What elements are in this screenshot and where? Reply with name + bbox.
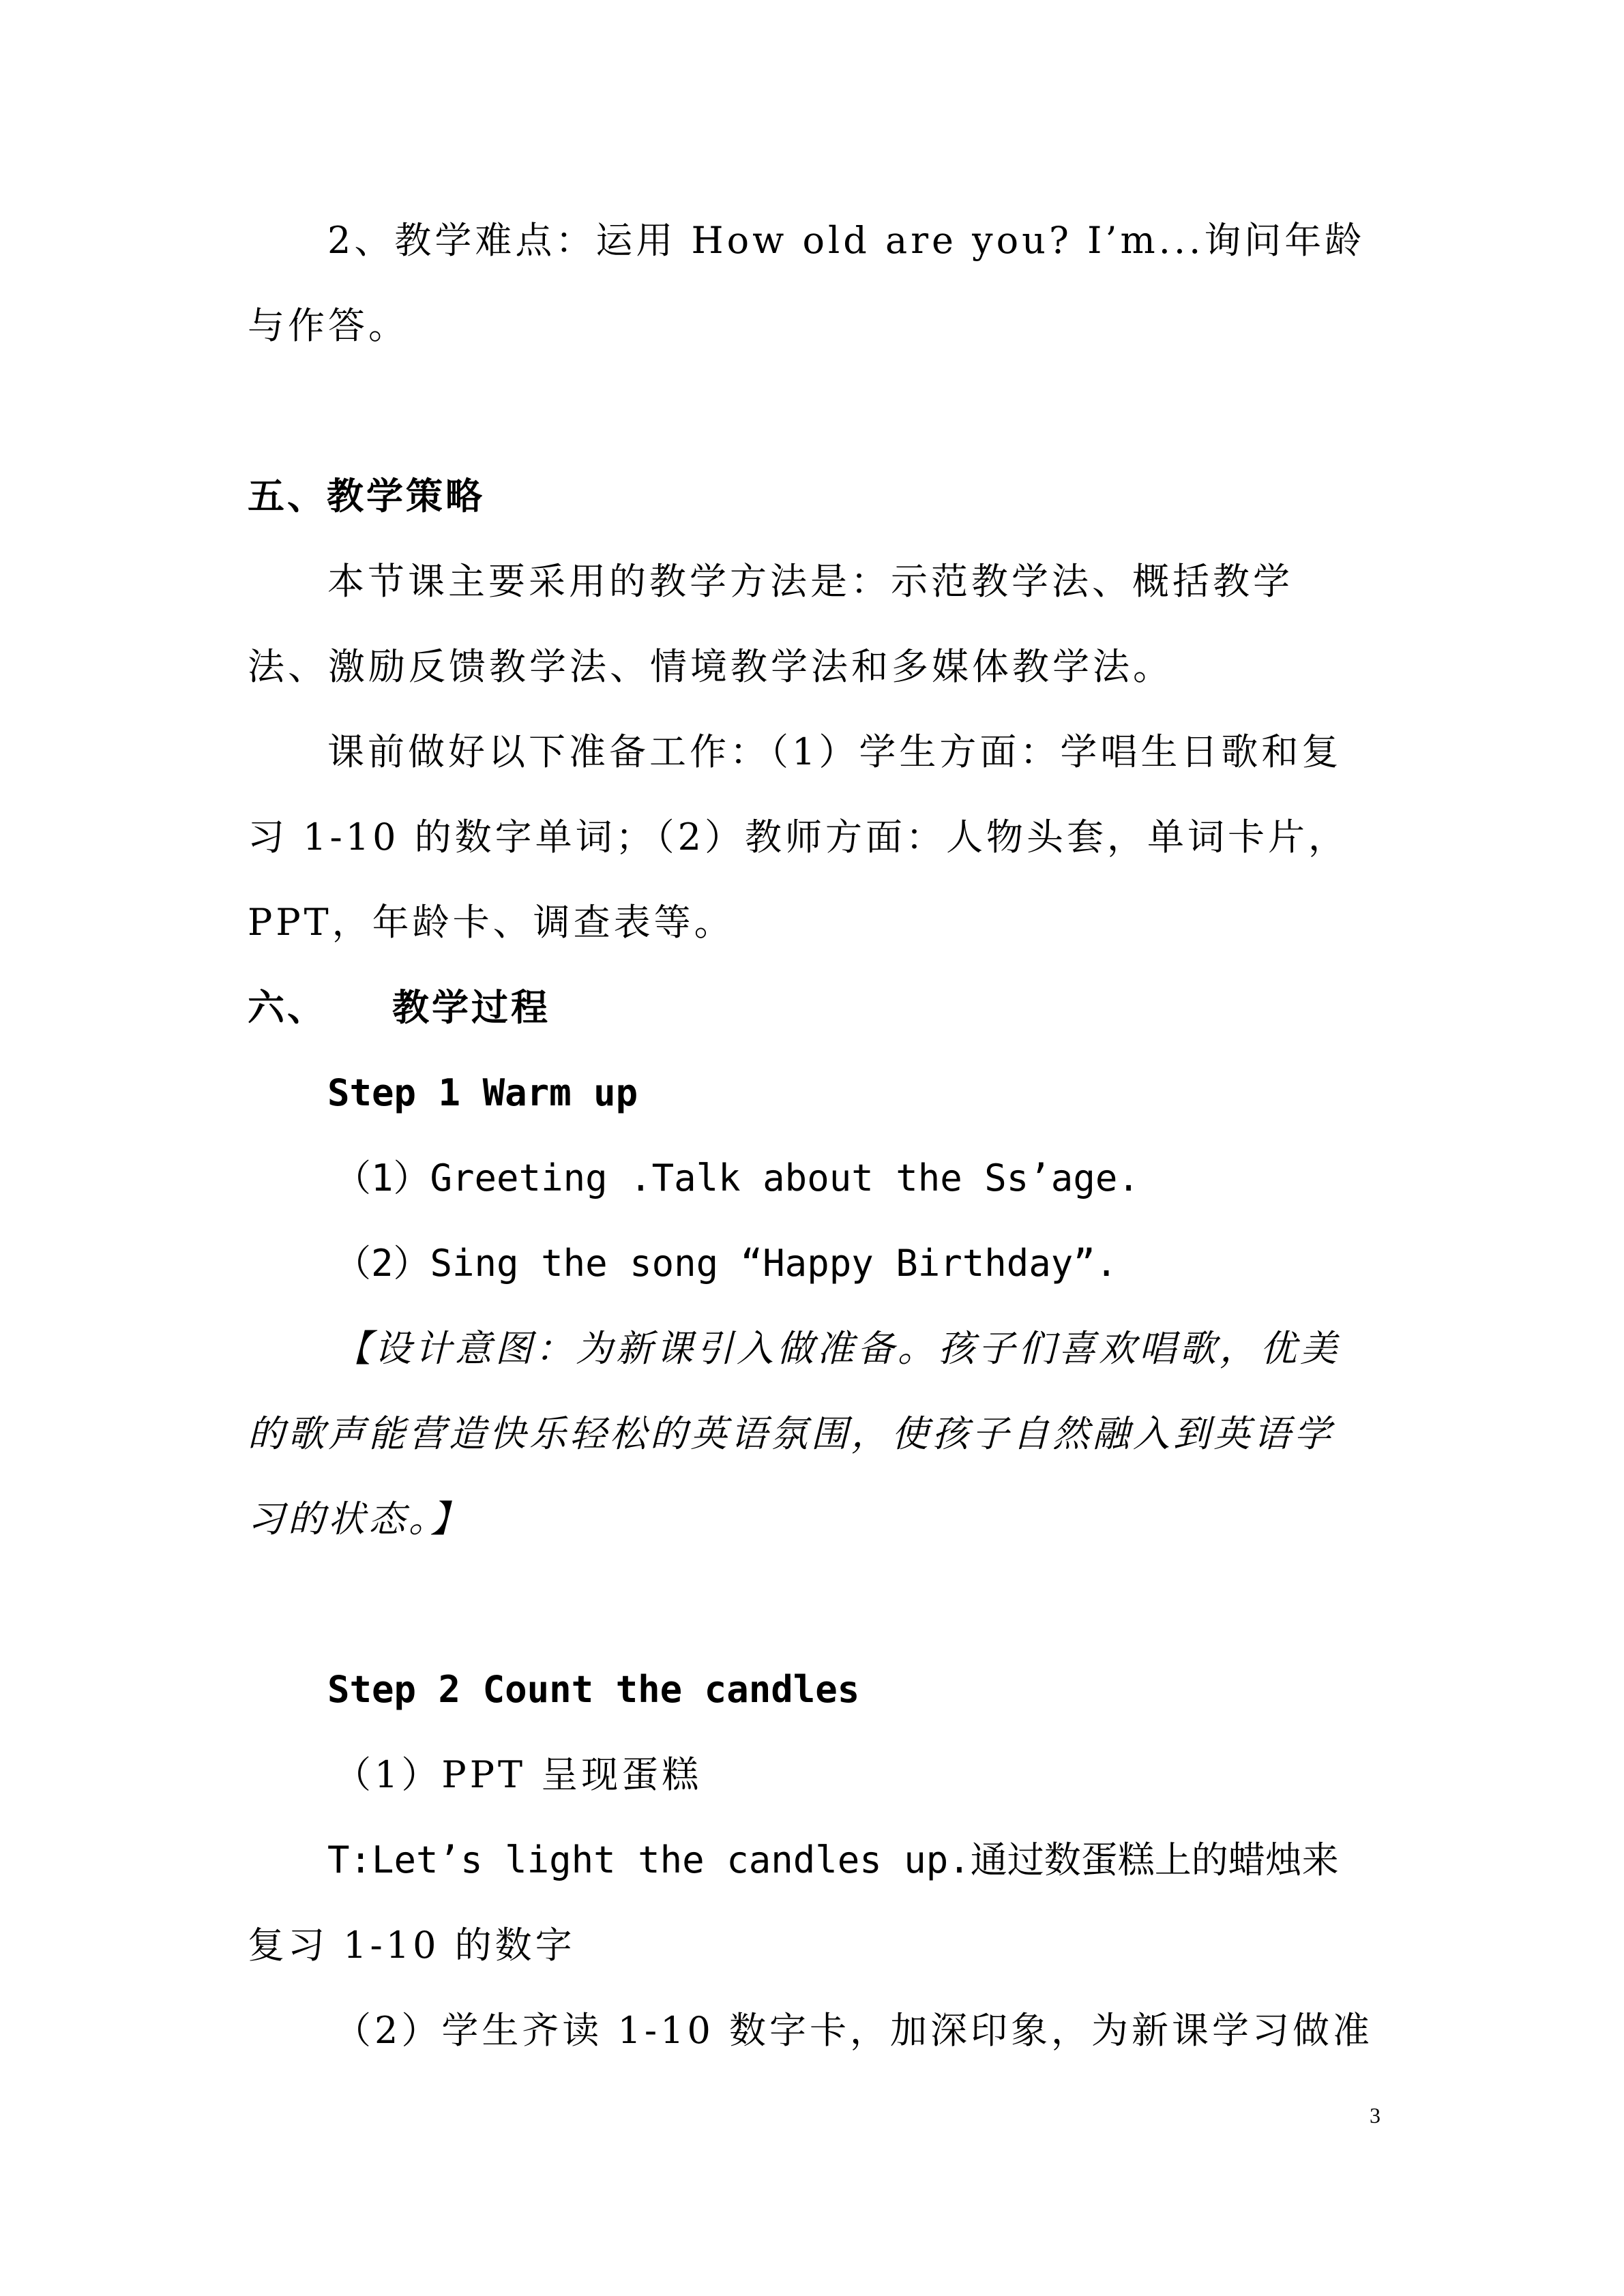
strategy-para1-line1: 本节课主要采用的教学方法是：示范教学法、概括教学 [327, 560, 1293, 603]
page-number: 3 [1370, 2103, 1381, 2128]
difficulty-line-1: 2、教学难点：运用 How old are you? I’m...询问年龄 [327, 219, 1365, 262]
step1-title: Step 1 Warm up [327, 1071, 638, 1114]
strategy-para2-line3: PPT，年龄卡、调查表等。 [248, 901, 735, 944]
step2-item-1: （1）PPT 呈现蛋糕 [334, 1753, 703, 1796]
step2-title: Step 2 Count the candles [327, 1668, 860, 1711]
section6-heading: 教学过程 [392, 986, 550, 1029]
step2-teacher-line-2: 复习 1-10 的数字 [248, 1924, 576, 1967]
step1-intent-line-1: 【设计意图：为新课引入做准备。孩子们喜欢唱歌，优美 [334, 1327, 1340, 1370]
strategy-para1-line2: 法、激励反馈教学法、情境教学法和多媒体教学法。 [248, 645, 1173, 688]
step1-item-2: （2）Sing the song “Happy Birthday”. [334, 1242, 1118, 1285]
section6-heading-number: 六、 [248, 986, 327, 1029]
step1-intent-line-3: 习的状态。】 [248, 1497, 471, 1540]
step2-teacher-line-1: T:Let’s light the candles up.通过数蛋糕上的蜡烛来 [327, 1838, 1339, 1881]
section5-heading: 五、教学策略 [248, 475, 485, 518]
strategy-para2-line1: 课前做好以下准备工作：（1）学生方面：学唱生日歌和复 [327, 730, 1342, 773]
step1-intent-line-2: 的歌声能营造快乐轻松的英语氛围，使孩子自然融入到英语学 [248, 1412, 1334, 1455]
step1-item-1: （1）Greeting .Talk about the Ss’age. [334, 1157, 1140, 1199]
strategy-para2-line2: 习 1-10 的数字单词；（2）教师方面：人物头套，单词卡片， [248, 816, 1348, 859]
step2-item-2: （2）学生齐读 1-10 数字卡，加深印象，为新课学习做准 [334, 2009, 1373, 2052]
difficulty-line-2: 与作答。 [248, 304, 409, 347]
